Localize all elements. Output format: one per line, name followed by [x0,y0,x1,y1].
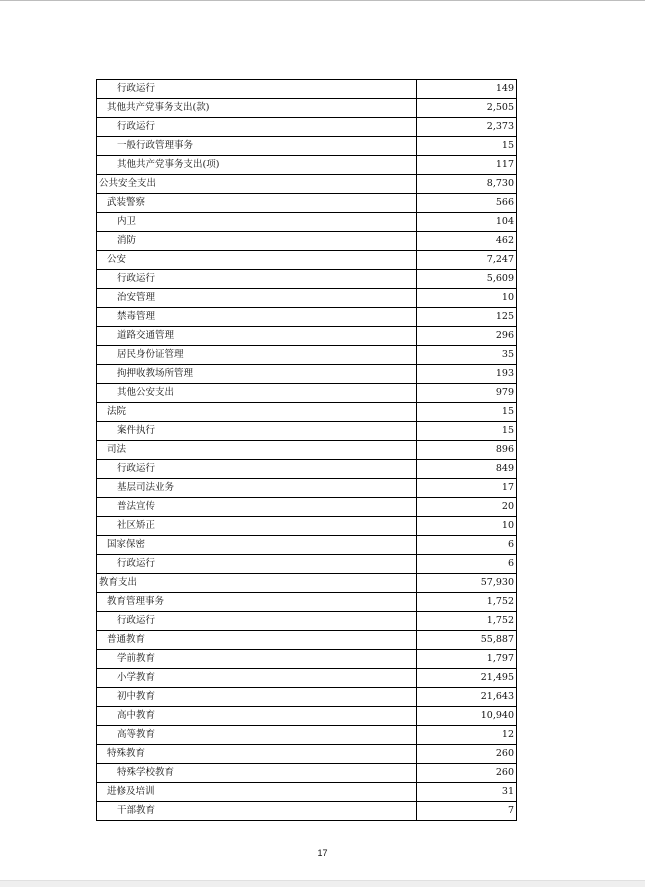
amount-cell: 31 [417,783,517,802]
table-row [97,555,517,574]
page-number: 17 [317,848,328,858]
item-name-cell: 进修及培训 [97,783,417,802]
table-row [97,232,517,251]
expenditure-table-body [97,80,517,821]
table-row [97,289,517,308]
table-row [97,156,517,175]
table-row [97,764,517,783]
table-row [97,536,517,555]
table-row [97,99,517,118]
item-name-cell: 其他共产党事务支出(项) [97,156,417,175]
item-name-cell: 学前教育 [97,650,417,669]
item-name-cell: 消防 [97,232,417,251]
amount-cell: 260 [417,745,517,764]
item-name-cell: 其他共产党事务支出(款) [97,99,417,118]
amount-cell: 8,730 [417,175,517,194]
item-name-cell: 行政运行 [97,118,417,137]
item-name-cell: 居民身份证管理 [97,346,417,365]
amount-cell: 15 [417,422,517,441]
amount-cell: 5,609 [417,270,517,289]
amount-cell: 10 [417,289,517,308]
item-name-cell: 社区矫正 [97,517,417,536]
amount-cell: 7,247 [417,251,517,270]
item-name-cell: 拘押收教场所管理 [97,365,417,384]
table-row [97,479,517,498]
item-name-cell: 高中教育 [97,707,417,726]
item-name-cell: 案件执行 [97,422,417,441]
table-row [97,631,517,650]
table-row [97,498,517,517]
item-name-cell: 禁毒管理 [97,308,417,327]
item-name-cell: 行政运行 [97,270,417,289]
amount-cell: 55,887 [417,631,517,650]
item-name-cell: 公共安全支出 [97,175,417,194]
table-row [97,802,517,821]
table-row [97,403,517,422]
amount-cell: 296 [417,327,517,346]
table-row [97,574,517,593]
table-row [97,118,517,137]
table-row [97,194,517,213]
amount-cell: 21,643 [417,688,517,707]
amount-cell: 17 [417,479,517,498]
table-row [97,175,517,194]
amount-cell: 462 [417,232,517,251]
item-name-cell: 普通教育 [97,631,417,650]
item-name-cell: 特殊教育 [97,745,417,764]
expenditure-table [96,79,517,821]
table-row [97,688,517,707]
table-row [97,213,517,232]
table-row [97,346,517,365]
table-row [97,783,517,802]
amount-cell: 15 [417,137,517,156]
item-name-cell: 道路交通管理 [97,327,417,346]
amount-cell: 117 [417,156,517,175]
table-row [97,460,517,479]
item-name-cell: 基层司法业务 [97,479,417,498]
amount-cell: 125 [417,308,517,327]
table-row [97,726,517,745]
amount-cell: 2,505 [417,99,517,118]
item-name-cell: 行政运行 [97,80,417,99]
item-name-cell: 干部教育 [97,802,417,821]
table-row [97,745,517,764]
amount-cell: 7 [417,802,517,821]
amount-cell: 1,752 [417,593,517,612]
item-name-cell: 初中教育 [97,688,417,707]
amount-cell: 1,797 [417,650,517,669]
item-name-cell: 其他公安支出 [97,384,417,403]
amount-cell: 6 [417,536,517,555]
table-row [97,593,517,612]
amount-cell: 12 [417,726,517,745]
item-name-cell: 教育管理事务 [97,593,417,612]
amount-cell: 6 [417,555,517,574]
item-name-cell: 公安 [97,251,417,270]
table-row [97,365,517,384]
table-row [97,270,517,289]
table-row [97,707,517,726]
table-row [97,422,517,441]
table-row [97,137,517,156]
item-name-cell: 特殊学校教育 [97,764,417,783]
item-name-cell: 高等教育 [97,726,417,745]
page-top-rule [0,0,645,1]
amount-cell: 566 [417,194,517,213]
item-name-cell: 国家保密 [97,536,417,555]
amount-cell: 10 [417,517,517,536]
table-row [97,441,517,460]
item-name-cell: 治安管理 [97,289,417,308]
item-name-cell: 行政运行 [97,460,417,479]
table-row [97,327,517,346]
amount-cell: 104 [417,213,517,232]
amount-cell: 20 [417,498,517,517]
table-row [97,80,517,99]
item-name-cell: 普法宣传 [97,498,417,517]
amount-cell: 57,930 [417,574,517,593]
amount-cell: 193 [417,365,517,384]
item-name-cell: 一般行政管理事务 [97,137,417,156]
item-name-cell: 行政运行 [97,612,417,631]
amount-cell: 149 [417,80,517,99]
item-name-cell: 法院 [97,403,417,422]
table-row [97,384,517,403]
item-name-cell: 小学教育 [97,669,417,688]
amount-cell: 35 [417,346,517,365]
item-name-cell: 行政运行 [97,555,417,574]
amount-cell: 2,373 [417,118,517,137]
table-row [97,650,517,669]
item-name-cell: 教育支出 [97,574,417,593]
table-row [97,612,517,631]
table-row [97,669,517,688]
item-name-cell: 司法 [97,441,417,460]
table-row [97,308,517,327]
amount-cell: 15 [417,403,517,422]
amount-cell: 849 [417,460,517,479]
amount-cell: 10,940 [417,707,517,726]
amount-cell: 896 [417,441,517,460]
table-row [97,517,517,536]
amount-cell: 1,752 [417,612,517,631]
amount-cell: 260 [417,764,517,783]
table-row [97,251,517,270]
amount-cell: 979 [417,384,517,403]
amount-cell: 21,495 [417,669,517,688]
item-name-cell: 武装警察 [97,194,417,213]
item-name-cell: 内卫 [97,213,417,232]
